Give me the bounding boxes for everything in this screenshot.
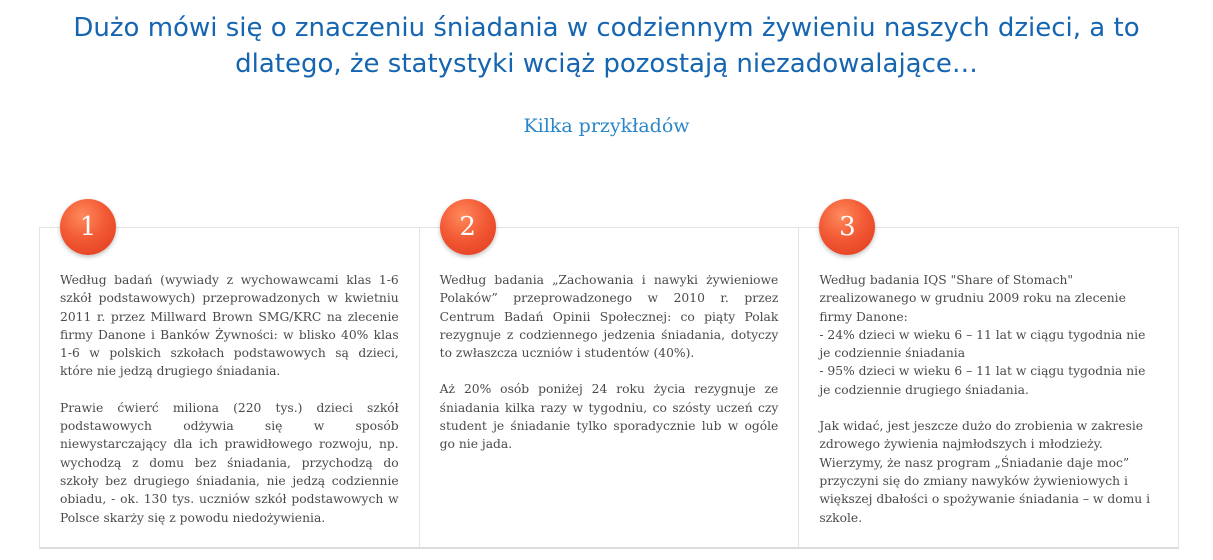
number-badge: 3 [819,199,875,255]
card-paragraph: Według badania IQS "Share of Stomach" zrealizowanego w grudniu 2009 roku na zlecenie firmy Danone: - 24% dzieci w wieku 6 – 11 lat w ciągu tygodnia nie je codziennie śniadania - 95% dzieci w wieku 6 – 11 lat w ciągu tygodnia nie je codziennie drugiego śniadania. [819,273,1146,397]
number-badge: 1 [60,199,116,255]
page-title: Dużo mówi się o znaczeniu śniadania w codziennym żywieniu naszych dzieci, a to dlatego, że statystyki wciąż pozostają niezadowalające… [73,13,1140,79]
card-paragraph: Jak widać, jest jeszcze dużo do zrobienia w zakresie zdrowego żywienia najmłodszych i młodzieży. Wierzymy, że nasz program „Śniadanie daje moc” przyczyni się do zmiany nawyków żywieniowych i większej dbałości o spożywanie śniadania – w domu i szkole. [819,419,1151,525]
statistic-card-2 [420,212,800,547]
card-paragraph: Według badań (wywiady z wychowawcami klas 1-6 szkół podstawowych) przeprowadzonych w kwietniu 2011 r. przez Millward Brown SMG/KRC na zlecenie firmy Danone i Banków Żywności: w blisko 40% klas 1-6 w polskich szkołach podstawowych są dzieci, które nie jedzą drugiego śniadania. [60,273,399,379]
statistic-card-3 [799,212,1178,547]
card-paragraph: Aż 20% osób poniżej 24 roku życia rezygnuje ze śniadania kilka razy w tygodniu, co szósty uczeń czy student je śniadanie tylko sporadycznie lub w ogóle go nie jada. [439,382,779,452]
statistics-cards [39,212,1179,549]
card-paragraph: Według badania „Zachowania i nawyki żywieniowe Polaków” przeprowadzonego w 2010 r. przez Centrum Badań Opinii Społecznej: co piąty Polak rezygnuje z codziennego jedzenia śniadania, dotyczy to zwłaszcza uczniów i studentów (40%). [439,273,779,361]
number-badge: 2 [440,199,496,255]
section-subtitle: Kilka przykładów [523,115,690,137]
card-paragraph: Prawie ćwierć miliona (220 tys.) dzieci szkół podstawowych odżywia się w sposób niewystarczający dla ich prawidłowego rozwoju, np. wychodzą z domu bez śniadania, przychodzą do szkoły bez drugiego śniadania, nie jedzą codziennie obiadu, - ok. 130 tys. uczniów szkół podstawowych w Polsce skarży się z powodu niedożywienia. [60,400,399,525]
statistic-card-1 [40,212,420,547]
